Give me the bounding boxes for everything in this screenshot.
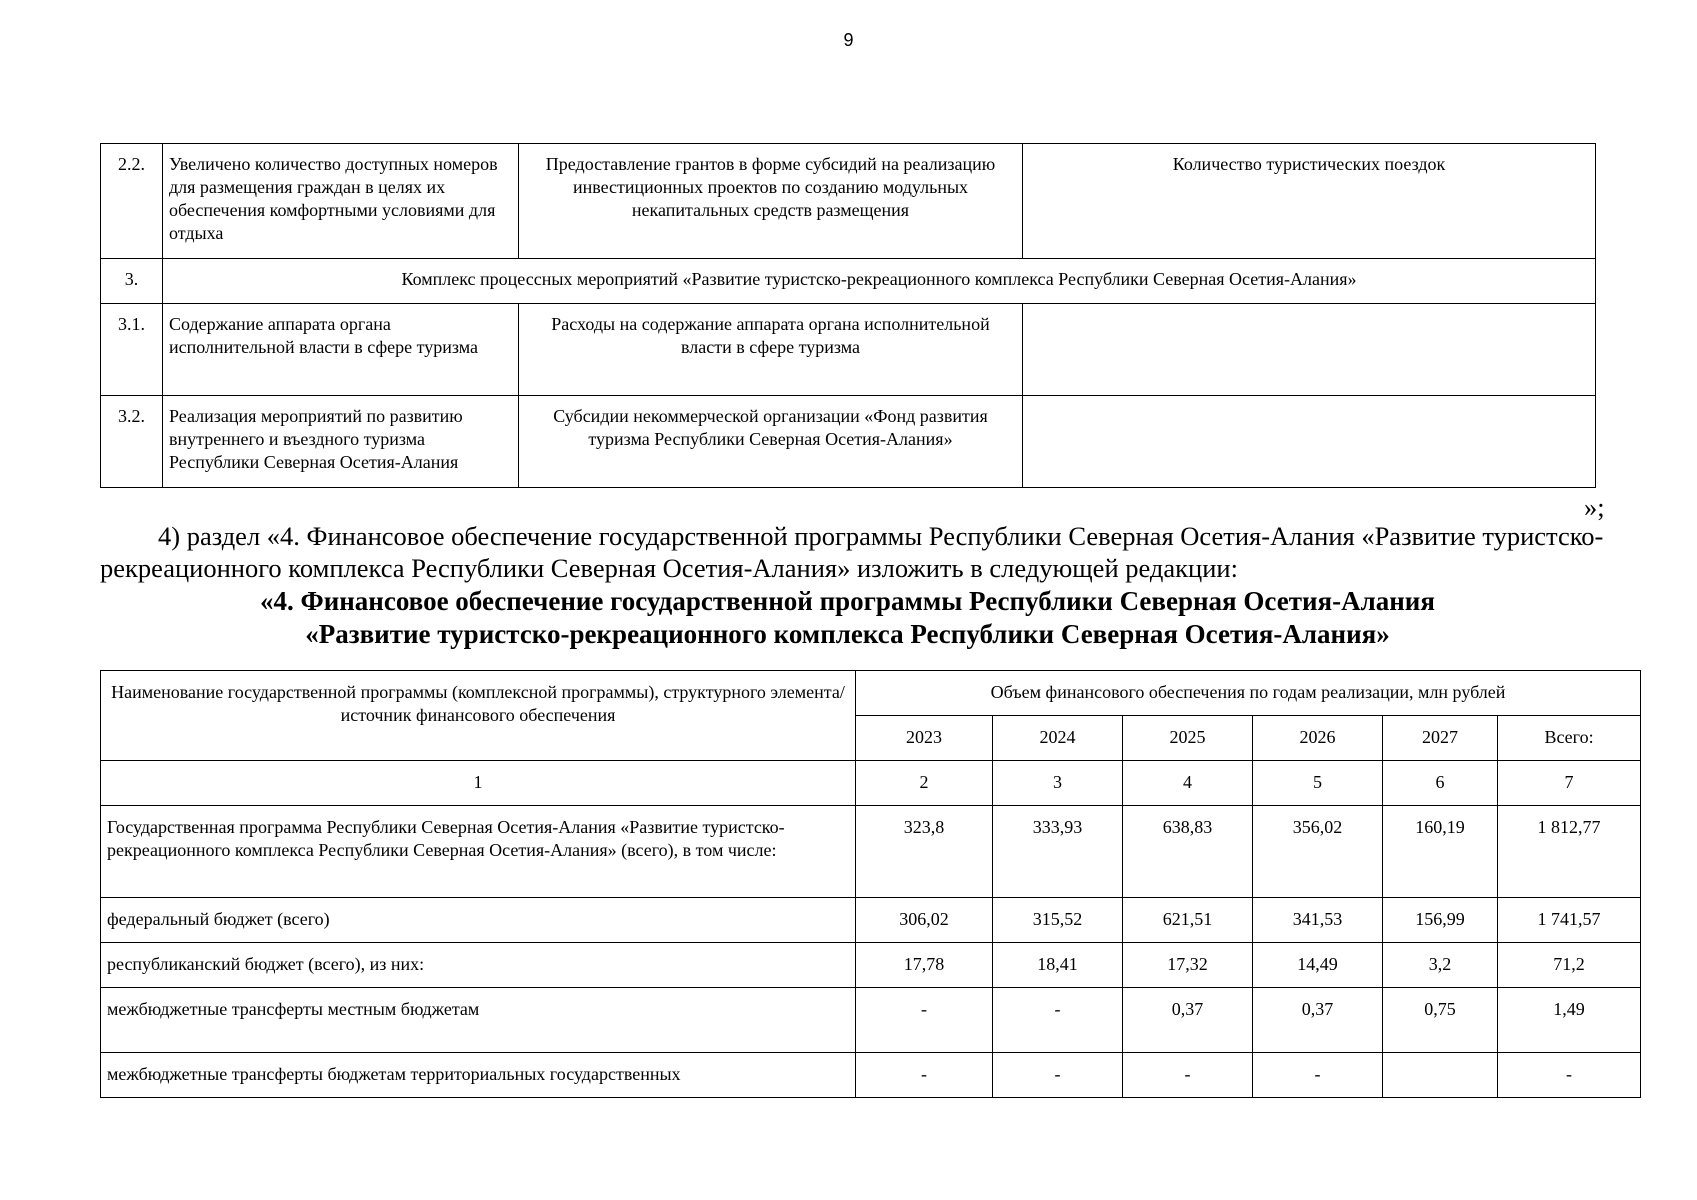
table-row	[101, 259, 1596, 304]
indicator-cell	[1023, 304, 1596, 396]
table-row	[101, 898, 1641, 943]
header-row	[101, 671, 1641, 716]
section-title-cell: Комплекс процессных мероприятий «Развитие туристско-рекреационного комплекса Республики Северная Осетия-Алания»	[163, 259, 1596, 304]
financing-table	[100, 670, 1641, 1098]
year-header: 2023	[856, 716, 993, 761]
value-cell: 306,02	[856, 898, 993, 943]
row-name: межбюджетные трансферты местным бюджетам	[101, 988, 856, 1053]
page-number: 9	[843, 30, 854, 50]
row-number: 3.1.	[101, 304, 163, 396]
indicator-cell: Количество туристических поездок	[1023, 144, 1596, 259]
value-cell: 17,32	[1123, 943, 1253, 988]
row-number: 3.	[101, 259, 163, 304]
value-cell: -	[856, 988, 993, 1053]
value-cell: 315,52	[993, 898, 1123, 943]
measure-cell: Субсидии некоммерческой организации «Фонд развития туризма Республики Северная Осетия-Алания»	[519, 396, 1023, 488]
value-cell: -	[993, 988, 1123, 1053]
value-cell: 621,51	[1123, 898, 1253, 943]
table-row	[101, 806, 1641, 898]
total-header: Всего:	[1498, 716, 1641, 761]
table-row	[101, 988, 1641, 1053]
value-cell: 638,83	[1123, 806, 1253, 898]
row-name: федеральный бюджет (всего)	[101, 898, 856, 943]
value-cell: 160,19	[1383, 806, 1498, 898]
row-name: республиканский бюджет (всего), из них:	[101, 943, 856, 988]
task-cell: Реализация мероприятий по развитию внутреннего и въездного туризма Республики Северная Осетия-Алания	[163, 396, 519, 488]
value-cell: -	[993, 1053, 1123, 1098]
value-cell: 14,49	[1253, 943, 1383, 988]
table-row	[101, 304, 1596, 396]
value-cell: 341,53	[1253, 898, 1383, 943]
row-name: Государственная программа Республики Северная Осетия-Алания «Развитие туристско-рекреационного комплекса Республики Северная Осетия-Алания» (всего), в том числе:	[101, 806, 856, 898]
task-cell: Увеличено количество доступных номеров для размещения граждан в целях их обеспечения комфортными условиями для отдыха	[163, 144, 519, 259]
row-number: 2.2.	[101, 144, 163, 259]
year-header: 2026	[1253, 716, 1383, 761]
column-number: 3	[993, 761, 1123, 806]
year-header: 2024	[993, 716, 1123, 761]
total-cell: 1,49	[1498, 988, 1641, 1053]
value-cell: 356,02	[1253, 806, 1383, 898]
column-number: 1	[101, 761, 856, 806]
header-name-cell: Наименование государственной программы (комплексной программы), структурного элемента/источник финансового обеспечения	[101, 671, 856, 761]
column-number: 4	[1123, 761, 1253, 806]
section-heading-line-1: «4. Финансовое обеспечение государственной программы Республики Северная Осетия-Алания	[260, 586, 1435, 616]
header-volume-cell: Объем финансового обеспечения по годам реализации, млн рублей	[856, 671, 1641, 716]
column-number: 5	[1253, 761, 1383, 806]
value-cell: 323,8	[856, 806, 993, 898]
value-cell: 17,78	[856, 943, 993, 988]
column-number: 6	[1383, 761, 1498, 806]
value-cell: -	[856, 1053, 993, 1098]
value-cell: 18,41	[993, 943, 1123, 988]
value-cell: 156,99	[1383, 898, 1498, 943]
total-cell: 1 741,57	[1498, 898, 1641, 943]
value-cell: -	[1253, 1053, 1383, 1098]
total-cell: 1 812,77	[1498, 806, 1641, 898]
indicator-cell	[1023, 396, 1596, 488]
amendment-paragraph: 4) раздел «4. Финансовое обеспечение государственной программы Республики Северная Осетия-Алания «Развитие туристско-рекреационного комплекса Республики Северная Осетия-Алания» изложить в следующей редакции:	[100, 521, 1604, 583]
section-heading-line-2: «Развитие туристско-рекреационного комплекса Республики Северная Осетия-Алания»	[305, 619, 1390, 649]
value-cell: 3,2	[1383, 943, 1498, 988]
row-number: 3.2.	[101, 396, 163, 488]
value-cell: 0,75	[1383, 988, 1498, 1053]
year-header: 2025	[1123, 716, 1253, 761]
column-number: 2	[856, 761, 993, 806]
table-row	[101, 144, 1596, 259]
measure-cell: Расходы на содержание аппарата органа исполнительной власти в сфере туризма	[519, 304, 1023, 396]
table-row	[101, 1053, 1641, 1098]
closing-quote: »;	[1584, 492, 1605, 522]
row-name: межбюджетные трансферты бюджетам территориальных государственных	[101, 1053, 856, 1098]
measure-cell: Предоставление грантов в форме субсидий на реализацию инвестиционных проектов по созданию модульных некапитальных средств размещения	[519, 144, 1023, 259]
value-cell: 0,37	[1253, 988, 1383, 1053]
measures-table	[100, 143, 1596, 488]
column-number: 7	[1498, 761, 1641, 806]
year-header: 2027	[1383, 716, 1498, 761]
table-row	[101, 943, 1641, 988]
table-row	[101, 396, 1596, 488]
value-cell: 333,93	[993, 806, 1123, 898]
column-numbers-row	[101, 761, 1641, 806]
total-cell: 71,2	[1498, 943, 1641, 988]
value-cell	[1383, 1053, 1498, 1098]
value-cell: -	[1123, 1053, 1253, 1098]
task-cell: Содержание аппарата органа исполнительной власти в сфере туризма	[163, 304, 519, 396]
total-cell: -	[1498, 1053, 1641, 1098]
value-cell: 0,37	[1123, 988, 1253, 1053]
